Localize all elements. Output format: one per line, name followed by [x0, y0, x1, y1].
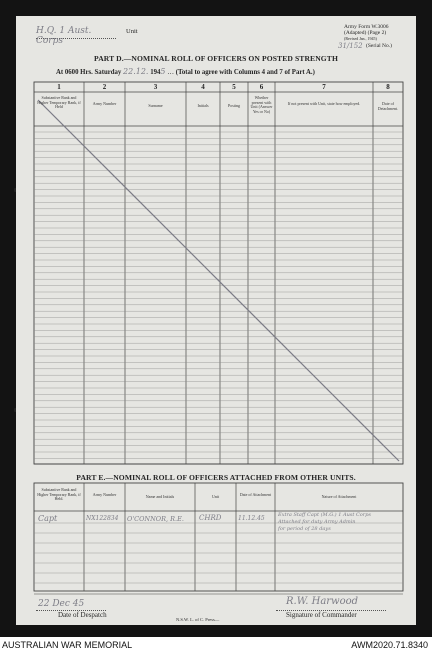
date-suffix: 194 [150, 69, 161, 76]
despatch-label: Date of Despatch [58, 611, 107, 619]
entry-name: O'CONNOR, R.E. [127, 515, 184, 523]
col-5-label: Posting [227, 103, 240, 108]
printer-imprint: N.S.W. L. of C. Press— [176, 617, 220, 622]
col-3-label: Surname [148, 103, 163, 108]
col-5-number: 5 [232, 83, 236, 91]
col-8-label: Date of Detachment. [377, 101, 399, 111]
part-d-title: PART D.—NOMINAL ROLL OF OFFICERS ON POSTED STRENGTH [94, 54, 338, 63]
col-7-label: If not present with Unit, state how employed. [287, 101, 361, 106]
caption-bar [0, 637, 432, 653]
commander-signature: R.W. Harwood [286, 596, 359, 607]
col-4-number: 4 [201, 83, 205, 91]
form-adapted: (Adapted) (Page 2) [344, 30, 387, 36]
col-6-number: 6 [259, 83, 264, 91]
col-8-number: 8 [386, 83, 390, 91]
col-2-label: Army Number [92, 101, 117, 106]
col-1-label: Substantive Rank and Higher Temporary Rank, if Held [37, 95, 81, 109]
form-revised: (Revised Jan., 1945) [344, 36, 377, 41]
e-col-3-label: Name and Initials [145, 494, 175, 499]
date-year-handwritten: 5 [160, 67, 166, 76]
date-note: (Total to agree with Columns 4 and 7 of Part A.) [175, 69, 315, 76]
entry-unit: CHRD [199, 514, 222, 522]
despatch-date-handwritten: 22 Dec 45 [38, 599, 85, 609]
e-col-6-label: Nature of Attachment [321, 494, 357, 499]
entry-rank: Capt [38, 514, 58, 523]
unit-handwritten: H.Q. 1 Aust. Corps [36, 26, 116, 39]
entry-nature-line-3: for period of 28 days [278, 526, 331, 532]
col-4-label: Initials [197, 103, 209, 108]
part-d-date-line: At 0600 Hrs. Saturday 22.12. 1945 … (Total to agree with Columns 4 and 7 of Part A.) [56, 67, 315, 76]
serial-label: (Serial No.) [366, 43, 392, 49]
caption-right: AWM2020.71.8340 [351, 640, 428, 650]
date-prefix: At 0600 Hrs. Saturday [56, 69, 122, 76]
unit-label: Unit [126, 28, 138, 35]
col-3-number: 3 [153, 83, 158, 91]
cancellation-line [38, 100, 399, 461]
entry-date: 11.12.45 [238, 515, 265, 522]
e-col-4-label: Unit [211, 494, 220, 499]
e-col-2-label: Army Number [92, 492, 117, 497]
signature-label: Signature of Commander [286, 611, 357, 619]
col-6-label: Whether present with Unit (Answer Yes or No) [250, 95, 273, 114]
entry-nature-line-2: Attached for duty Army Admin [278, 519, 356, 525]
col-2-number: 2 [102, 83, 107, 91]
entry-nature [278, 512, 402, 533]
form-title: Army Form W.3006 [344, 24, 389, 30]
col-1-number: 1 [57, 83, 61, 91]
e-col-5-label: Date of Attachment [239, 492, 272, 497]
entry-nature-line-1: Extra Staff Capt (M.G.) 1 Aust Corps [278, 512, 371, 518]
caption-left: AUSTRALIAN WAR MEMORIAL [2, 640, 133, 650]
document-page [16, 16, 416, 625]
e-col-1-label: Substantive Rank and Higher Temporary Rank, if Held. [37, 487, 81, 501]
date-handwritten: 22.12. [123, 67, 149, 76]
serial-handwritten: 31/152 [338, 42, 363, 50]
entry-army-number: NX122834 [86, 515, 119, 522]
col-7-number: 7 [322, 83, 326, 91]
part-e-title: PART E.—NOMINAL ROLL OF OFFICERS ATTACHED FROM OTHER UNITS. [76, 473, 356, 482]
